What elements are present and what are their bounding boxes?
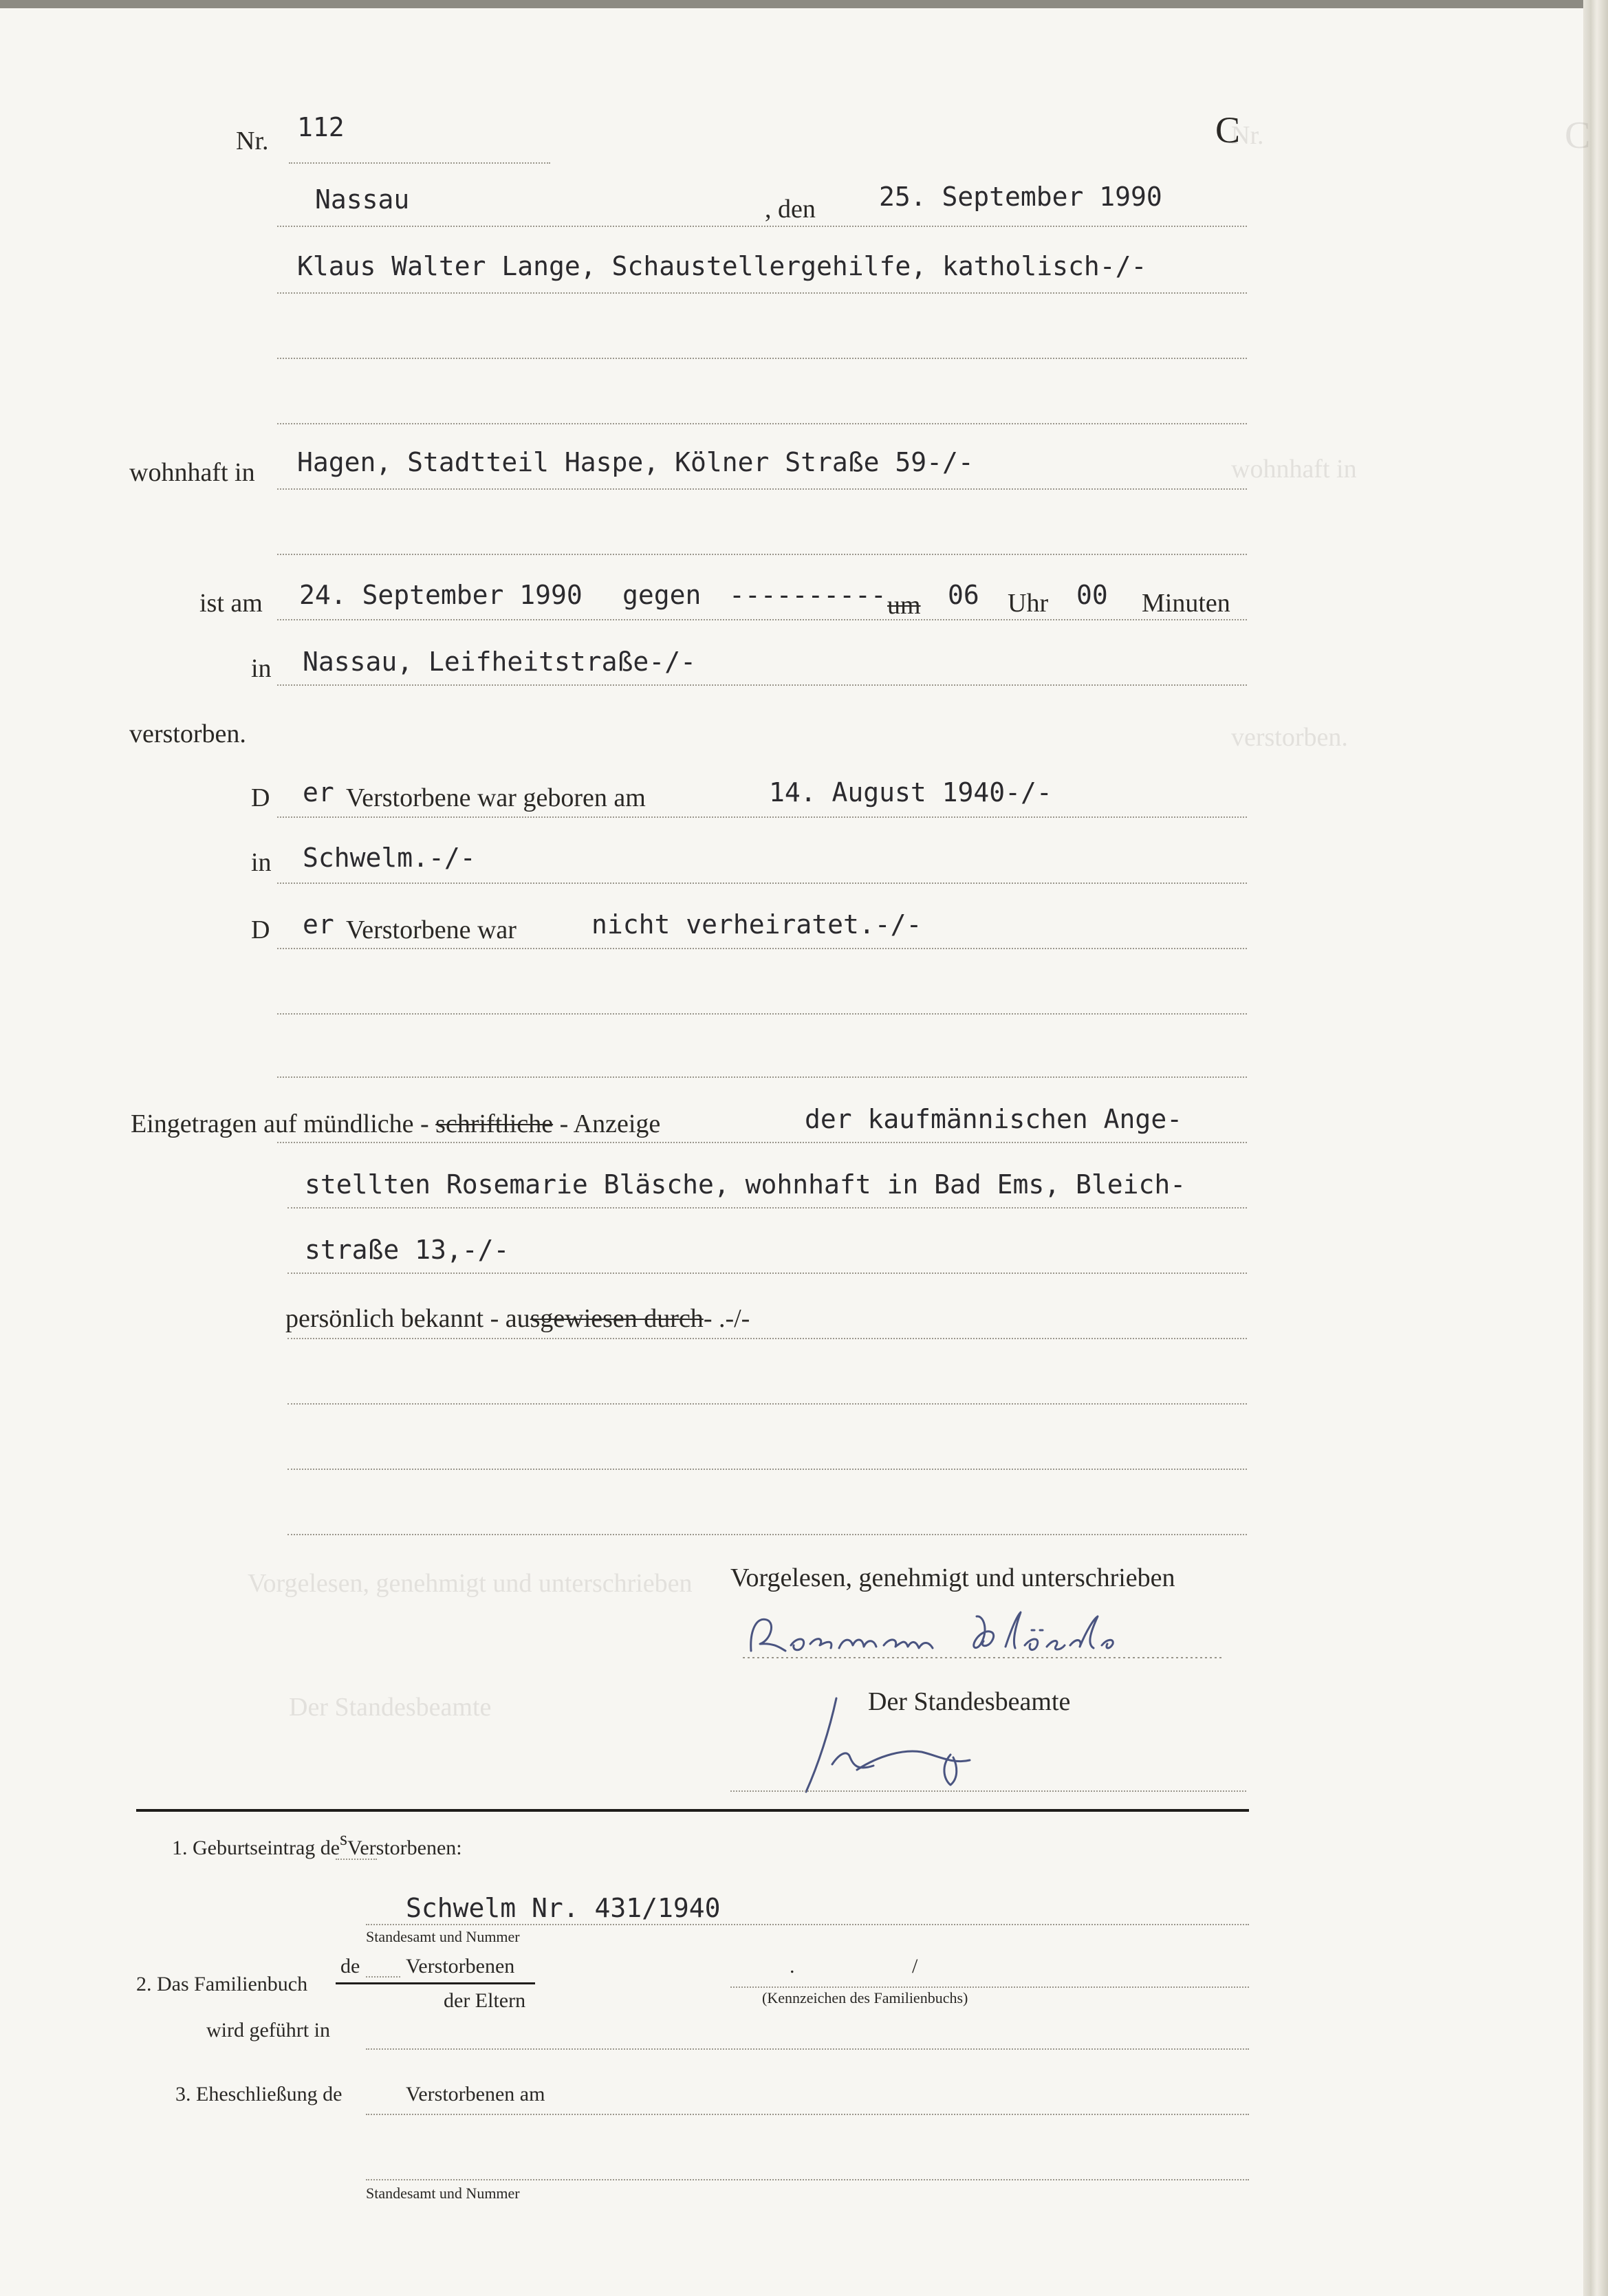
bleed-through: wohnhaft in xyxy=(1231,455,1357,484)
registrar-line xyxy=(730,1790,1246,1792)
residence-label: wohnhaft in xyxy=(129,458,255,487)
uhr-label: Uhr xyxy=(1008,589,1049,618)
note-2-where-label: wird geführt in xyxy=(206,2019,330,2042)
report-struck-option: schriftliche xyxy=(435,1109,554,1138)
note-1-value: Schwelm Nr. 431/1940 xyxy=(406,1893,721,1923)
known-label-b: - .-/- xyxy=(703,1304,750,1333)
report-line-3: straße 13,-/- xyxy=(305,1235,510,1265)
note-2-dot: . xyxy=(790,1955,795,1978)
report-line-2: stellten Rosemarie Bläsche, wohnhaft in Bad Ems, Bleich- xyxy=(305,1169,1186,1200)
death-date: 24. September 1990 xyxy=(299,580,583,610)
blank-line xyxy=(277,423,1247,424)
note-1-label xyxy=(172,1828,462,1860)
marital-label: Verstorbene war xyxy=(346,916,517,944)
known-struck-option: sgewiesen durch xyxy=(530,1304,704,1333)
note-2-where-line xyxy=(366,2048,1249,2050)
blank-line xyxy=(287,1469,1247,1470)
note-3-line-2 xyxy=(366,2179,1249,2180)
marital-line xyxy=(277,948,1247,949)
bleed-through: C xyxy=(1565,114,1591,157)
birth-d-label: D xyxy=(251,783,270,812)
blank-line xyxy=(277,1013,1247,1015)
time-dashes: ---------- xyxy=(729,580,887,610)
known-label xyxy=(285,1303,750,1334)
report-label-a: Eingetragen auf mündliche - xyxy=(131,1109,436,1138)
registrar-label: Der Standesbeamte xyxy=(868,1687,1071,1716)
note-3-caption: Standesamt und Nummer xyxy=(366,2185,520,2202)
residence-value: Hagen, Stadtteil Haspe, Kölner Straße 59-/- xyxy=(297,447,974,477)
known-line xyxy=(287,1338,1247,1339)
birth-label: Verstorbene war geboren am xyxy=(346,783,646,812)
marital-er-prefix: er xyxy=(303,909,334,940)
nr-value: 112 xyxy=(297,112,345,142)
bleed-through: Der Standesbeamte xyxy=(289,1693,492,1722)
minuten-label: Minuten xyxy=(1142,589,1230,618)
note-2-caption: (Kennzeichen des Familienbuchs) xyxy=(762,1989,968,2006)
death-place: Nassau, Leifheitstraße-/- xyxy=(303,647,696,677)
death-in-label: in xyxy=(251,654,272,683)
note-1-caption: Standesamt und Nummer xyxy=(366,1928,520,1945)
birth-date: 14. August 1940-/- xyxy=(769,777,1052,808)
note-1-suffix: s xyxy=(340,1828,347,1850)
note-1-label-a: 1. Geburtseintrag de xyxy=(172,1837,340,1859)
note-2-option-a: Verstorbenen xyxy=(406,1955,515,1978)
note-2-fill-line xyxy=(366,1976,400,1978)
note-2-slash: / xyxy=(912,1955,918,1978)
um-struck: um xyxy=(887,591,921,620)
death-minute: 00 xyxy=(1076,580,1108,610)
marital-d-label: D xyxy=(251,916,270,944)
report-label-b: - Anzeige xyxy=(553,1109,661,1138)
report-line-1: der kaufmännischen Ange- xyxy=(805,1104,1183,1134)
birth-place: Schwelm.-/- xyxy=(303,843,476,873)
nr-label: Nr. xyxy=(236,127,269,155)
blank-line xyxy=(287,1403,1247,1405)
blank-line xyxy=(277,554,1247,555)
series-letter: C xyxy=(1215,109,1241,151)
birth-in-label: in xyxy=(251,848,272,877)
report-line xyxy=(277,1142,1247,1143)
separator-rule xyxy=(136,1809,1249,1812)
known-label-a: persönlich bekannt - au xyxy=(285,1304,530,1333)
bleed-through: Nr. xyxy=(1231,121,1264,150)
birth-er-prefix: er xyxy=(303,777,334,808)
note-1-label-b: Verstorbenen: xyxy=(347,1837,462,1859)
nr-line xyxy=(289,162,550,164)
date-line xyxy=(277,226,1247,227)
read-approved-label: Vorgelesen, genehmigt und unterschrieben xyxy=(730,1563,1175,1592)
note-3-label: 3. Eheschließung de xyxy=(175,2083,343,2105)
name-line xyxy=(277,292,1247,294)
note-1-line xyxy=(366,1924,1249,1925)
bleed-through: verstorben. xyxy=(1231,723,1348,752)
note-2-option-b: der Eltern xyxy=(444,1989,526,2012)
report-label xyxy=(131,1109,660,1139)
birth-place-line xyxy=(277,882,1247,884)
registrar-signature xyxy=(791,1689,1100,1799)
note-3-line xyxy=(366,2114,1249,2115)
note-2-label: 2. Das Familienbuch xyxy=(136,1973,308,1995)
bleed-through: Vorgelesen, genehmigt und unterschrieben xyxy=(248,1569,693,1598)
book-binding-edge xyxy=(1583,0,1608,2296)
note-2-id-line xyxy=(730,1986,1249,1988)
blank-line xyxy=(287,1534,1247,1535)
death-place-line xyxy=(277,684,1247,686)
informant-signature xyxy=(743,1603,1224,1665)
death-hour: 06 xyxy=(948,580,979,610)
verstorben-label: verstorben. xyxy=(129,719,246,748)
registration-date: 25. September 1990 xyxy=(879,182,1162,212)
note-3-value: Verstorbenen am xyxy=(406,2083,545,2105)
note-2-de: de xyxy=(340,1955,360,1978)
blank-line xyxy=(277,358,1247,359)
residence-line xyxy=(277,488,1247,490)
person-name-line: Klaus Walter Lange, Schaustellergehilfe, katholisch-/- xyxy=(297,251,1147,281)
death-date-line xyxy=(277,619,1247,620)
note-2-fraction-bar xyxy=(336,1982,535,1984)
report-line xyxy=(287,1207,1247,1209)
blank-line xyxy=(277,1076,1247,1078)
birth-date-line xyxy=(277,816,1247,818)
marital-status: nicht verheiratet.-/- xyxy=(591,909,922,940)
note-1-fill-line xyxy=(336,1859,377,1860)
report-line xyxy=(287,1272,1247,1274)
scan-top-edge xyxy=(0,0,1608,8)
place-value: Nassau xyxy=(315,184,410,215)
ist-am-label: ist am xyxy=(199,589,263,618)
den-label: , den xyxy=(765,195,816,224)
gegen-text: gegen xyxy=(622,580,702,610)
